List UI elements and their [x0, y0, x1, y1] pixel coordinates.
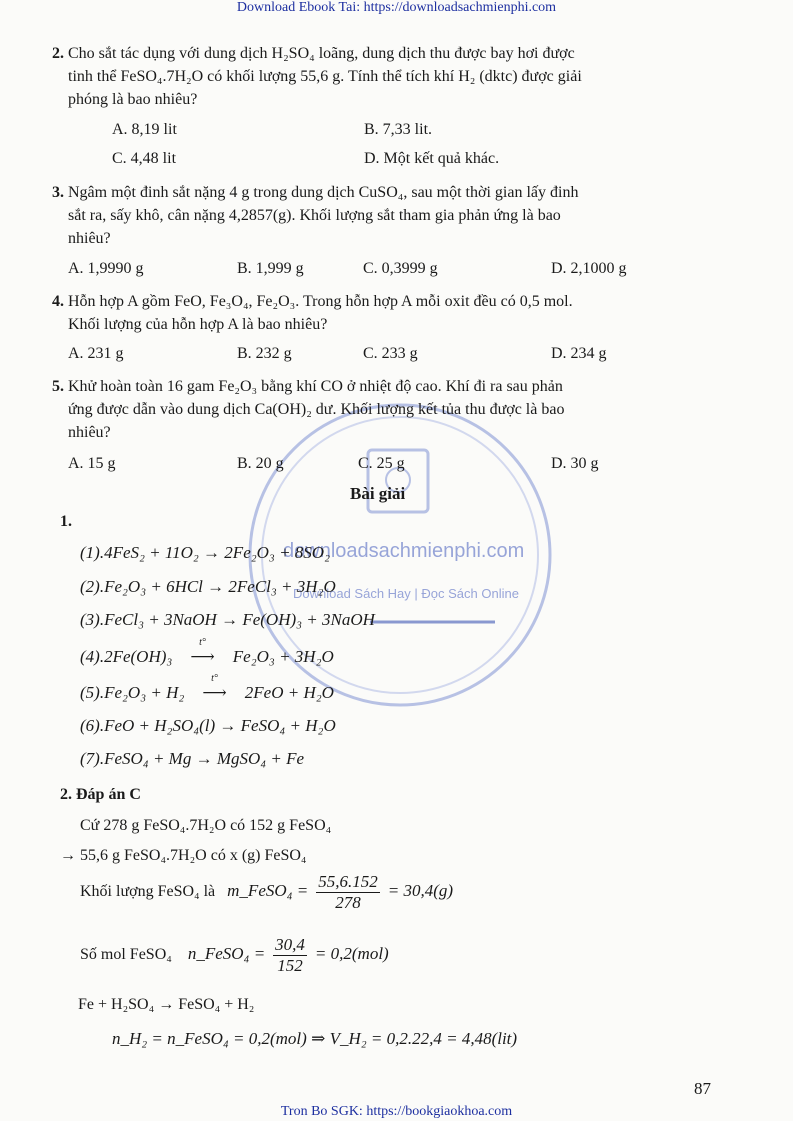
mass-calculation [80, 872, 453, 913]
question-text: sắt ra, sấy khô, cân nặng 4,2857(g). Khối lượng sắt tham gia phản ứng là bao [68, 207, 561, 224]
equation-6: (6).FeO + H₂SO₄(l) → FeSO₄ + H₂O [80, 716, 336, 735]
final-calculation: n_H₂ = n_FeSO₄ = 0,2(mol) ⇒ V_H₂ = 0,2.22,4 = 4,48(lit) [112, 1029, 518, 1048]
watermark-site: downloadsachmienphi.com [283, 540, 525, 562]
option-b: B. 7,33 lit. [364, 121, 433, 138]
option-a: A. 231 g [68, 345, 124, 362]
proportion-line: → 55,6 g FeSO₄.7H₂O có x (g) FeSO₄ [60, 847, 307, 864]
question-4 [52, 290, 742, 336]
mass-fraction [316, 872, 380, 913]
option-a: A. 8,19 lit [112, 121, 177, 138]
option-d: D. 234 g [551, 345, 607, 362]
watermark-tagline: Download Sách Hay | Đọc Sách Online [293, 586, 519, 601]
solution-1-number: 1. [60, 513, 72, 530]
option-c: C. 0,3999 g [363, 260, 438, 277]
question-text: nhiêu? [68, 424, 111, 441]
heat-arrow-icon: t° ⟶ [189, 683, 241, 703]
mol-denominator: 152 [277, 956, 303, 975]
equation-1: (1).4FeS₂ + 11O₂ → 2Fe₂O₃ + 8SO₂ [80, 543, 330, 562]
solution-2-header [60, 786, 141, 804]
option-c: C. 25 g [358, 455, 405, 472]
option-b: B. 1,999 g [237, 260, 304, 277]
question-text: Cho sắt tác dụng với dung dịch H₂SO₄ loãng, dung dịch thu được bay hơi được [68, 45, 575, 62]
mass-lhs: m_FeSO₄ = [227, 881, 309, 901]
option-b: B. 232 g [237, 345, 292, 362]
question-text: Khử hoàn toàn 16 gam Fe₂O₃ bằng khí CO ở nhiệt độ cao. Khí đi ra sau phản [68, 378, 563, 395]
reaction-line: Fe + H₂SO₄ → FeSO₄ + H₂ [78, 996, 255, 1013]
mol-result: = 0,2(mol) [314, 944, 389, 964]
question-text: nhiêu? [68, 230, 111, 247]
mol-lhs: n_FeSO₄ = [187, 944, 266, 964]
mol-fraction [273, 935, 307, 976]
option-a: A. 15 g [68, 455, 116, 472]
page-number: 87 [694, 1079, 711, 1098]
heat-arrow-icon: t° ⟶ [177, 647, 229, 667]
mol-numerator: 30,4 [275, 935, 305, 954]
condition-label: t° [211, 673, 218, 684]
mass-result: = 30,4(g) [387, 881, 454, 901]
option-c: C. 233 g [363, 345, 418, 362]
question-text: ứng được dẫn vào dung dịch Ca(OH)₂ dư. Khối lượng kết tủa thu được là bao [68, 401, 565, 418]
question-text: Khối lượng của hỗn hợp A là bao nhiêu? [68, 316, 328, 333]
question-number: 5. [52, 378, 64, 395]
question-text: tinh thể FeSO₄.7H₂O có khối lượng 55,6 g. Tính thể tích khí H₂ (dktc) được giải [68, 68, 582, 85]
question-text: Hỗn hợp A gồm FeO, Fe₃O₄, Fe₂O₃. Trong hỗn hợp A mỗi oxit đều có 0,5 mol. [68, 293, 573, 310]
mass-denominator: 278 [335, 893, 361, 912]
mass-numerator: 55,6.152 [318, 872, 378, 891]
equation-5-right: 2FeO + H₂O [244, 683, 334, 702]
question-3 [52, 181, 742, 250]
option-c: C. 4,48 lit [112, 150, 177, 167]
equation-5 [80, 673, 334, 703]
option-d: D. Một kết quả khác. [364, 150, 500, 167]
page-footer: Tron Bo SGK: https://bookgiaokhoa.com [280, 1104, 513, 1119]
answer-label: Đáp án C [76, 786, 141, 803]
option-b: B. 20 g [237, 455, 284, 472]
page-header: Download Ebook Tai: https://downloadsachmienphi.com [236, 0, 557, 15]
condition-label: t° [199, 637, 206, 648]
equation-4-right: Fe₂O₃ + 3H₂O [232, 647, 334, 666]
solution-2-number: 2. [60, 786, 72, 803]
option-d: D. 2,1000 g [551, 260, 627, 277]
question-text: phóng là bao nhiêu? [68, 91, 198, 108]
question-text: Ngâm một đinh sắt nặng 4 g trong dung dịch CuSO₄, sau một thời gian lấy đinh [68, 184, 579, 201]
question-2 [52, 42, 742, 111]
question-number: 2. [52, 45, 64, 62]
mass-label: Khối lượng FeSO₄ là [80, 883, 216, 901]
equation-4-left: (4).2Fe(OH)₃ [80, 647, 173, 666]
equation-3: (3).FeCl₃ + 3NaOH → Fe(OH)₃ + 3NaOH [80, 610, 375, 629]
equation-2: (2).Fe₂O₃ + 6HCl → 2FeCl₃ + 3H₂O [80, 577, 336, 596]
option-d: D. 30 g [551, 455, 599, 472]
equation-5-left: (5).Fe₂O₃ + H₂ [80, 683, 185, 702]
equation-4 [80, 637, 334, 667]
solution-title: Bài giải [350, 484, 406, 503]
mol-label: Số mol FeSO₄ [80, 946, 172, 964]
option-a: A. 1,9990 g [68, 260, 144, 277]
question-number: 4. [52, 293, 64, 310]
question-number: 3. [52, 184, 64, 201]
mol-calculation [80, 935, 389, 976]
equation-7: (7).FeSO₄ + Mg → MgSO₄ + Fe [80, 749, 305, 768]
question-5 [52, 375, 742, 444]
ratio-line: Cứ 278 g FeSO₄.7H₂O có 152 g FeSO₄ [80, 817, 332, 834]
